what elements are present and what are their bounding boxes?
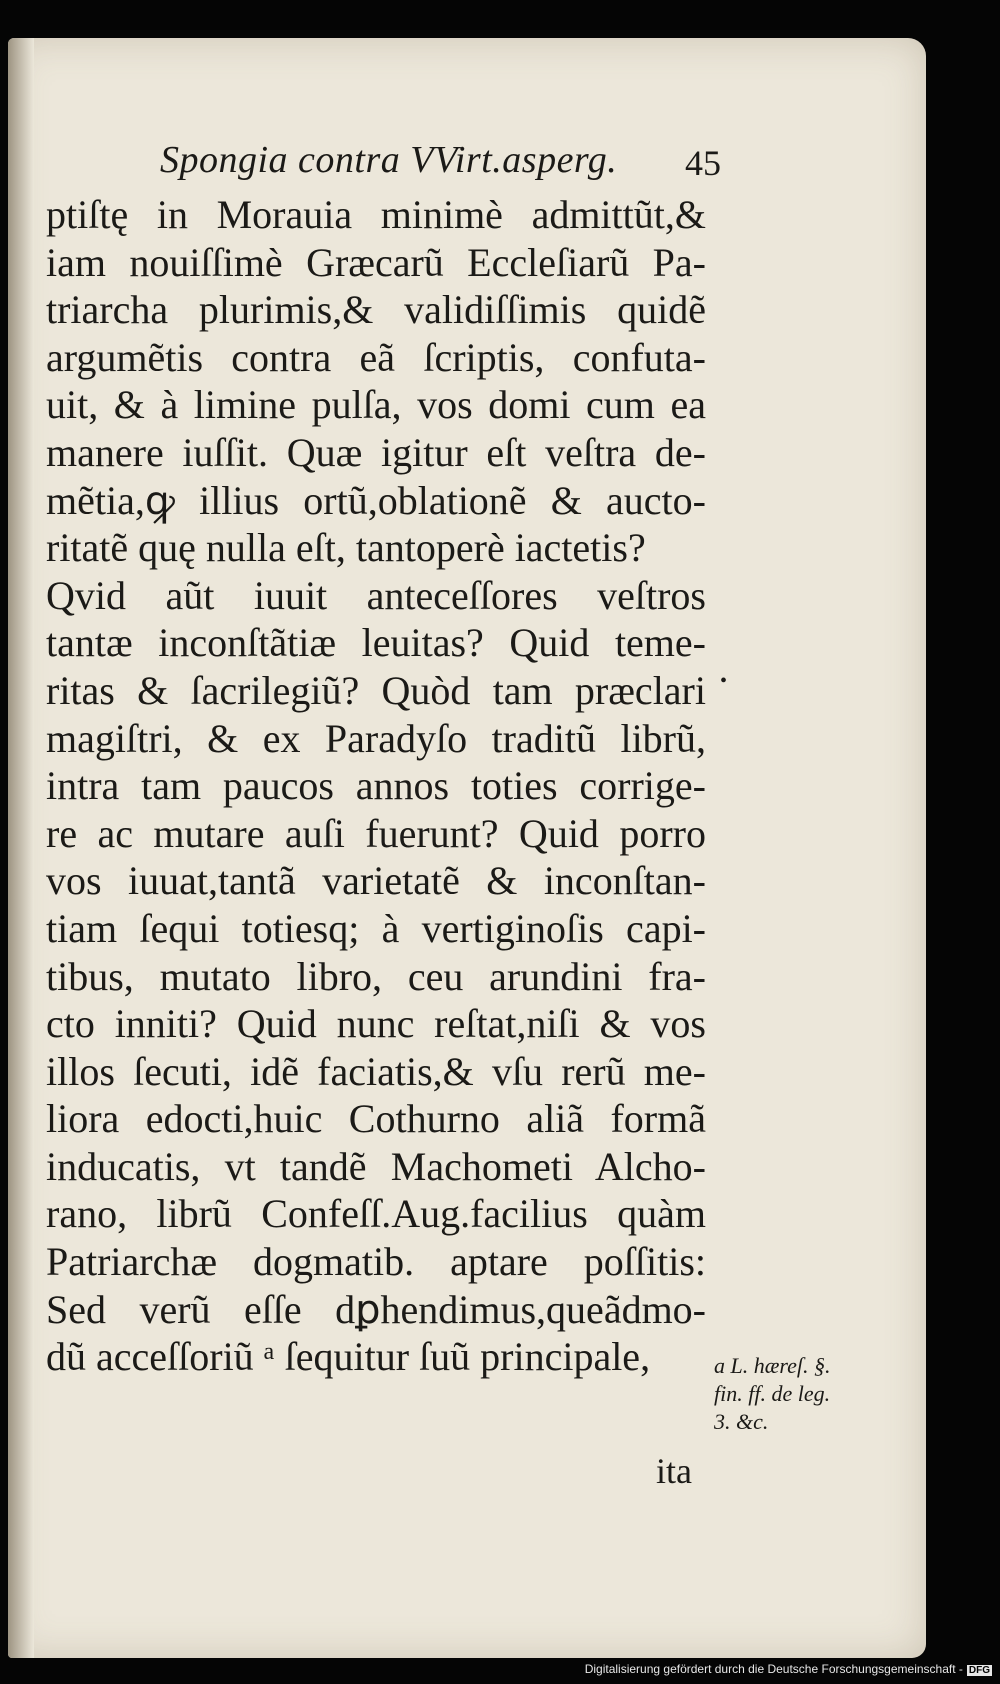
text-line: Qvid aũt iuuit anteceſſores veſtros (46, 572, 706, 618)
text-line: liora edocti,huic Cothurno aliã formã (46, 1096, 706, 1142)
catchword: ita (656, 1451, 692, 1491)
marginal-note (714, 1352, 864, 1436)
body-text (46, 191, 706, 1381)
text-line: tantæ inconſtãtiæ leuitas? Quid teme- (46, 620, 706, 666)
text-line: ritatẽ quę nulla eſt, tantoperè iactetis? (46, 525, 646, 571)
text-line: cto inniti? Quid nunc reſtat,niſi & vos (46, 1001, 706, 1047)
text-line: Sed verũ eſſe dꝑhendimus,queãdmo- (46, 1286, 706, 1332)
text-line: illos ſecuti, idẽ faciatis,& vſu rerũ me- (46, 1048, 706, 1094)
text-line: magiſtri, & ex Paradyſo traditũ librũ, (46, 715, 706, 761)
text-line: intra tam paucos annos toties corrige- (46, 763, 706, 809)
margin-mark: • (720, 670, 728, 692)
text-line: argumẽtis contra eã ſcriptis, confuta- (46, 334, 706, 380)
book-page (8, 38, 926, 1658)
text-line: triarcha plurimis,& validiſſimis quidẽ (46, 287, 706, 333)
text-line: manere iuſſit. Quæ igitur eſt veſtra de- (46, 429, 706, 475)
running-title: Spongia contra VVirt.asperg. (160, 139, 618, 181)
text-line: inducatis, vt tandẽ Machometi Alcho- (46, 1143, 706, 1189)
page-gutter-shadow (8, 38, 34, 1658)
page-number: 45 (685, 143, 721, 183)
text-line: ritas & ſacrilegiũ? Quòd tam præclari (46, 667, 706, 713)
text-line: uit, & à limine pulſa, vos domi cum ea (46, 382, 706, 428)
text-line: dũ acceſſoriũ ᵃ ſequitur ſuũ principale, (46, 1334, 651, 1380)
text-line: tiam ſequi totiesq; à vertiginoſis capi- (46, 905, 706, 951)
text-line: ptiſtę in Morauia minimè admittũt,& (46, 192, 706, 237)
text-line: tibus, mutato libro, ceu arundini fra- (46, 953, 706, 999)
dfg-logo: DFG (968, 1665, 990, 1676)
text-line: vos iuuat,tantã varietatẽ & inconſtan- (46, 858, 706, 904)
text-line: Patriarchæ dogmatib. aptare poſſitis: (46, 1239, 706, 1285)
marginal-note-line: a L. hæreſ. §. (714, 1353, 831, 1378)
text-line: mẽtia,ꝙ illius ortũ,oblationẽ & aucto- (46, 477, 706, 523)
page-header (160, 138, 720, 182)
credit-text: Digitalisierung gefördert durch die Deutsche Forschungsgemeinschaft - (584, 1662, 963, 1676)
text-line: rano, librũ Confeſſ.Aug.facilius quàm (46, 1191, 706, 1237)
marginal-note-line: 3. &c. (714, 1409, 769, 1434)
marginal-note-line: fin. ff. de leg. (714, 1381, 831, 1406)
digitization-credit (585, 1662, 992, 1676)
text-line: re ac mutare auſi fuerunt? Quid porro (46, 810, 706, 856)
text-line: iam nouiſſimè Græcarũ Eccleſiarũ Pa- (46, 239, 706, 285)
